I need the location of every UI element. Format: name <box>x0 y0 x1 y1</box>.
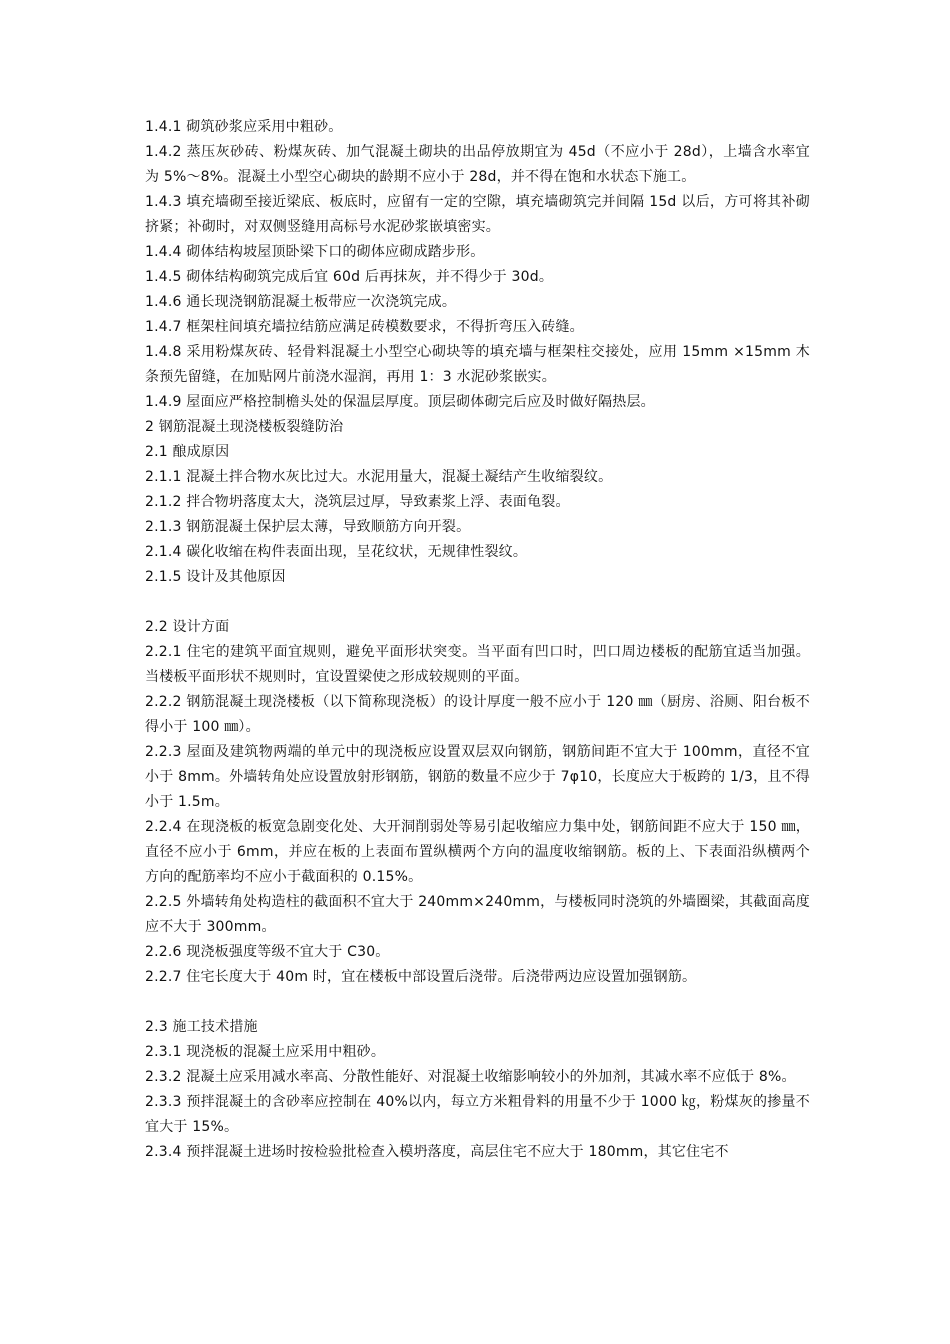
paragraph: 2.2.4 在现浇板的板宽急剧变化处、大开洞削弱处等易引起收缩应力集中处，钢筋间距不应大于 150 ㎜，直径不应小于 6mm，并应在板的上表面布置纵横两个方向的温度收缩钢筋。板的上、下表面沿纵横两个方向的配筋率均不应小于截面积的 0.15%。 <box>145 819 810 885</box>
paragraph: 2.1.2 拌合物坍落度太大，浇筑层过厚，导致素浆上浮、表面龟裂。 <box>145 494 570 510</box>
paragraph: 1.4.5 砌体结构砌筑完成后宜 60d 后再抹灰，并不得少于 30d。 <box>145 269 554 285</box>
paragraph: 2.2.7 住宅长度大于 40m 时，宜在楼板中部设置后浇带。后浇带两边应设置加强钢筋。 <box>145 969 697 985</box>
paragraph: 2.2.3 屋面及建筑物两端的单元中的现浇板应设置双层双向钢筋，钢筋间距不宜大于 100mm，直径不宜小于 8mm。外墙转角处应设置放射形钢筋，钢筋的数量不应少于 7φ10，长度应大于板跨的 1/3，且不得小于 1.5m。 <box>145 744 810 810</box>
paragraph: 2.2.6 现浇板强度等级不宜大于 C30。 <box>145 944 390 960</box>
paragraph: 2.2.5 外墙转角处构造柱的截面积不宜大于 240mm×240mm，与楼板同时浇筑的外墙圈梁，其截面高度应不大于 300mm。 <box>145 894 810 935</box>
paragraph: 2.1.4 碳化收缩在构件表面出现，呈花纹状，无规律性裂纹。 <box>145 544 528 560</box>
paragraph: 1.4.8 采用粉煤灰砖、轻骨料混凝土小型空心砌块等的填充墙与框架柱交接处，应用 15mm ×15mm 木条预先留缝，在加贴网片前浇水湿润，再用 1：3 水泥砂浆嵌实。 <box>145 344 810 385</box>
document-page <box>145 115 810 1165</box>
paragraph: 2.3.3 预拌混凝土的含砂率应控制在 40%以内，每立方米粗骨料的用量不少于 1000 ㎏，粉煤灰的掺量不宜大于 15%。 <box>145 1094 810 1135</box>
paragraph: 2.1.1 混凝土拌合物水灰比过大。水泥用量大，混凝土凝结产生收缩裂纹。 <box>145 469 613 485</box>
blank-line <box>145 590 810 615</box>
paragraph: 1.4.7 框架柱间填充墙拉结筋应满足砖模数要求，不得折弯压入砖缝。 <box>145 319 584 335</box>
paragraph: 2.1.5 设计及其他原因 <box>145 569 286 585</box>
subsection-heading: 2.2 设计方面 <box>145 619 230 635</box>
paragraph: 2.2.2 钢筋混凝土现浇楼板（以下简称现浇板）的设计厚度一般不应小于 120 ㎜（厨房、浴厕、阳台板不得小于 100 ㎜）。 <box>145 694 810 735</box>
paragraph: 1.4.2 蒸压灰砂砖、粉煤灰砖、加气混凝土砌块的出品停放期宜为 45d（不应小于 28d），上墙含水率宜为 5%～8%。混凝土小型空心砌块的龄期不应小于 28d，并不得在饱和水状态下施工。 <box>145 144 810 185</box>
blank-line <box>145 990 810 1015</box>
paragraph: 1.4.6 通长现浇钢筋混凝土板带应一次浇筑完成。 <box>145 294 457 310</box>
paragraph: 1.4.4 砌体结构坡屋顶卧梁下口的砌体应砌成踏步形。 <box>145 244 485 260</box>
paragraph: 2.1.3 钢筋混凝土保护层太薄，导致顺筋方向开裂。 <box>145 519 471 535</box>
section-heading: 2 钢筋混凝土现浇楼板裂缝防治 <box>145 419 344 435</box>
paragraph: 2.3.1 现浇板的混凝土应采用中粗砂。 <box>145 1044 386 1060</box>
subsection-heading: 2.1 酿成原因 <box>145 444 230 460</box>
paragraph: 2.3.2 混凝土应采用减水率高、分散性能好、对混凝土收缩影响较小的外加剂，其减水率不应低于 8%。 <box>145 1069 796 1085</box>
paragraph: 2.3.4 预拌混凝土进场时按检验批检查入模坍落度，高层住宅不应大于 180mm，其它住宅不 <box>145 1144 729 1160</box>
subsection-heading: 2.3 施工技术措施 <box>145 1019 258 1035</box>
paragraph: 2.2.1 住宅的建筑平面宜规则，避免平面形状突变。当平面有凹口时，凹口周边楼板的配筋宜适当加强。当楼板平面形状不规则时，宜设置梁使之形成较规则的平面。 <box>145 644 810 685</box>
paragraph: 1.4.1 砌筑砂浆应采用中粗砂。 <box>145 119 343 135</box>
paragraph: 1.4.3 填充墙砌至接近梁底、板底时，应留有一定的空隙，填充墙砌筑完并间隔 15d 以后，方可将其补砌挤紧；补砌时，对双侧竖缝用高标号水泥砂浆嵌填密实。 <box>145 194 810 235</box>
paragraph: 1.4.9 屋面应严格控制檐头处的保温层厚度。顶层砌体砌完后应及时做好隔热层。 <box>145 394 655 410</box>
